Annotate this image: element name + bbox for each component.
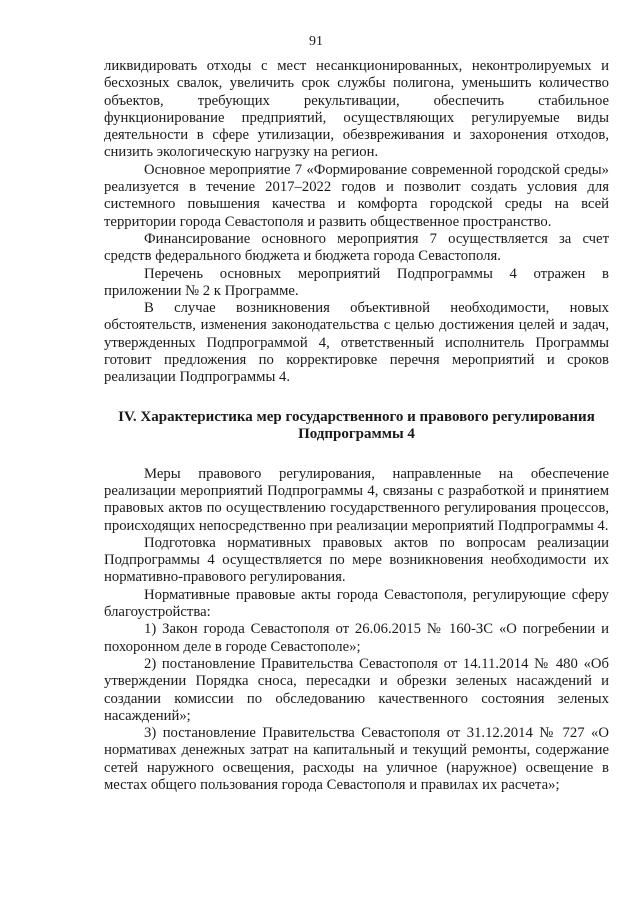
list-item: 1) Закон города Севастополя от 26.06.2015 № 160-ЗС «О погребении и похоронном деле в городе Севастополе»; [104,621,609,655]
section-heading-line: IV. Характеристика мер государственного и правового регулирования [118,408,595,425]
paragraph: В случае возникновения объективной необходимости, новых обстоятельств, изменения законодательства с целью достижения целей и задач, утвержденных Подпрограммой 4, ответственный исполнитель Программы готовит предложения по корректировке перечня мероприятий и сроков реализации Подпрограммы 4. [104,300,609,386]
section-heading-line: Подпрограммы 4 [298,426,415,443]
paragraph: Финансирование основного мероприятия 7 осуществляется за счет средств федерального бюджета и бюджета города Севастополя. [104,230,609,265]
paragraph: Подготовка нормативных правовых актов по вопросам реализации Подпрограммы 4 осуществляется по мере возникновения необходимости их нормативно-правового регулирования. [104,534,609,586]
list-item: 3) постановление Правительства Севастополя от 31.12.2014 № 727 «О нормативах денежных затрат на капитальный и текущий ремонты, содержание сетей наружного освещения, расходы на уличное (наружное) освещение в местах общего пользования города Севастополя и правилах их расчета»; [104,725,609,793]
paragraph: Основное мероприятие 7 «Формирование современной городской среды» реализуется в течение 2017–2022 годов и позволит создать условия для системного повышения качества и комфорта городской среды на всей территории города Севастополя и развить общественное пространство. [104,161,609,230]
paragraph: ликвидировать отходы с мест несанкционированных, неконтролируемых и бесхозных свалок, увеличить срок службы полигона, уменьшить количество объектов, требующих рекультивации, обеспечить стабильное функционирование предприятий, осуществляющих регулируемые виды деятельности в сфере утилизации, обезвреживания и захоронения отходов, снизить экологическую нагрузку на регион. [104,58,609,161]
section-heading [104,409,609,444]
paragraph: Меры правового регулирования, направленные на обеспечение реализации мероприятий Подпрограммы 4, связаны с разработкой и принятием правовых актов по осуществлению государственного регулирования процессов, происходящих непосредственно при реализации мероприятий Подпрограммы 4. [104,465,609,534]
document-body [104,58,609,794]
page-number: 91 [309,34,323,49]
list-item: 2) постановление Правительства Севастополя от 14.11.2014 № 480 «Об утверждении Порядка сноса, пересадки и обрезки зеленых насаждений и создании комиссии по обследованию качественного состояния зеленых насаждений»; [104,655,609,724]
paragraph: Нормативные правовые акты города Севастополя, регулирующие сферу благоустройства: [104,586,609,621]
paragraph: Перечень основных мероприятий Подпрограммы 4 отражен в приложении № 2 к Программе. [104,265,609,299]
